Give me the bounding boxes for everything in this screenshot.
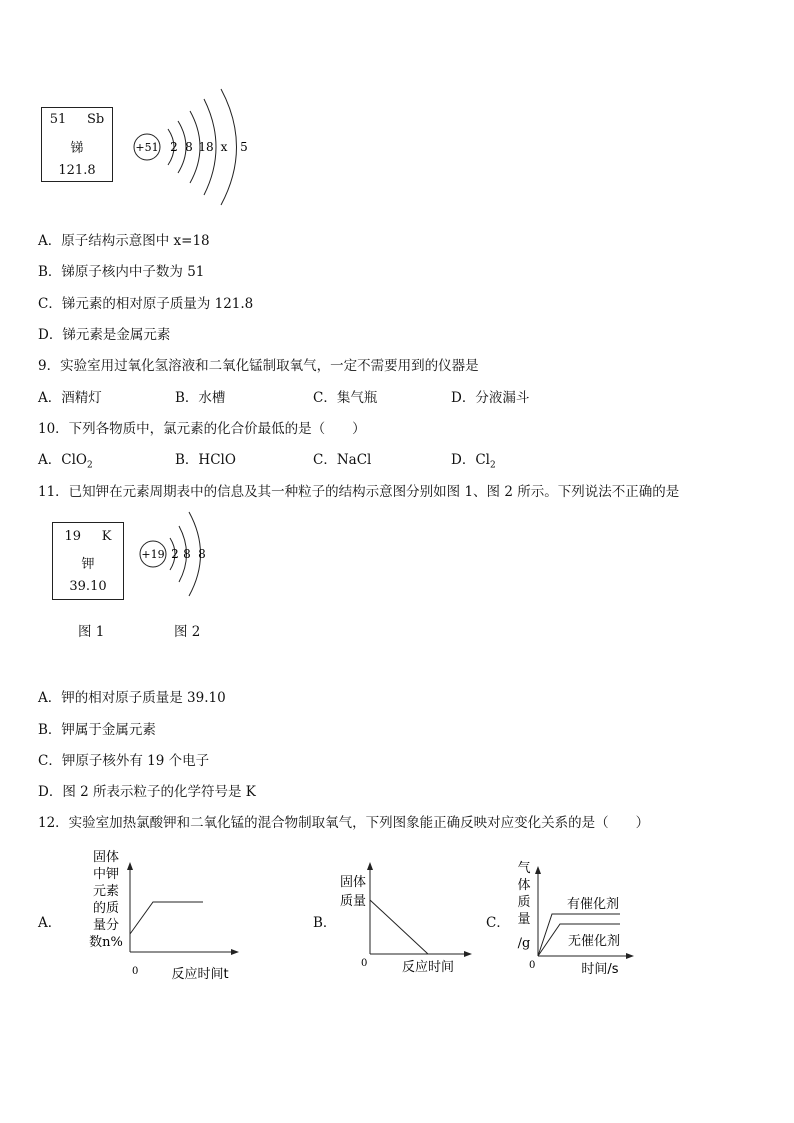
graph-c xyxy=(510,852,650,982)
q9-option-c: C．集气瓶 xyxy=(313,390,378,406)
fig2-label: 图 2 xyxy=(174,624,201,640)
graph-a-ylabel-5: 量分 xyxy=(92,918,120,933)
sb-nucleus-charge: +51 xyxy=(135,141,159,154)
q9-option-d: D．分液漏斗 xyxy=(451,390,530,406)
graph-c-letter: C． xyxy=(486,915,510,931)
graph-a-ylabel-6: 数n% xyxy=(89,935,123,950)
q10-option-c: C．NaCl xyxy=(313,452,372,468)
k-name: 钾 xyxy=(81,557,95,572)
q9-option-b: B．水槽 xyxy=(175,390,226,406)
graph-a-letter: A． xyxy=(38,915,62,931)
graph-c-xlabel: 时间/s xyxy=(581,962,619,977)
sb-atomic-number: 51 xyxy=(49,112,67,127)
q11-stem: 11．已知钾在元素周期表中的信息及其一种粒子的结构示意图分别如图 1、图 2 所示。下列说法不正确的是 xyxy=(38,484,680,500)
graph-c-origin: 0 xyxy=(529,960,536,971)
sb-shell-4: x xyxy=(220,140,228,154)
sb-element-card xyxy=(41,107,113,182)
graph-a xyxy=(85,842,245,984)
sb-shell-5: 5 xyxy=(240,140,248,154)
sb-atom-diagram xyxy=(128,85,258,207)
graph-b-letter: B． xyxy=(313,915,337,931)
graph-c-ylabel-1: 气 xyxy=(517,861,531,876)
graph-b-curve xyxy=(370,900,428,954)
q10-stem: 10．下列各物质中，氯元素的化合价最低的是（ ） xyxy=(38,421,366,437)
graph-a-xlabel: 反应时间t xyxy=(171,967,229,982)
graph-b-ylabel-1: 固体 xyxy=(339,875,367,890)
graph-b-xlabel: 反应时间 xyxy=(401,960,455,975)
graph-b-ylabel-2: 质量 xyxy=(339,894,367,909)
k-ion-diagram xyxy=(134,502,214,602)
q10-option-a: A．ClO$_2$ xyxy=(38,452,93,471)
k-atomic-number: 19 xyxy=(64,529,82,544)
q12-stem: 12．实验室加热氯酸钾和二氧化锰的混合物制取氧气，下列图象能正确反映对应变化关系的是（ ） xyxy=(38,815,650,831)
q11-option-c: C．钾原子核外有 19 个电子 xyxy=(38,753,210,769)
graph-a-ylabel-2: 中钾 xyxy=(92,867,120,882)
graph-b xyxy=(333,858,483,978)
q10-option-b: B．HClO xyxy=(175,452,236,468)
graph-a-curve xyxy=(130,902,203,934)
k-shell-2: 8 xyxy=(183,547,191,561)
q8-option-b: B．锑原子核内中子数为 51 xyxy=(38,264,205,280)
graph-a-ylabel-4: 的质 xyxy=(92,901,120,916)
q8-option-c: C．锑元素的相对原子质量为 121.8 xyxy=(38,296,254,312)
graph-c-ylabel-3: 质 xyxy=(517,895,531,910)
k-mass: 39.10 xyxy=(69,579,107,594)
q8-option-a: A．原子结构示意图中 x=18 xyxy=(38,233,210,249)
graph-a-origin: 0 xyxy=(132,966,139,977)
q9-stem: 9．实验室用过氧化氢溶液和二氧化锰制取氧气，一定不需要用到的仪器是 xyxy=(38,358,479,374)
q10-option-d: D．$Cl_2$ xyxy=(451,452,496,471)
k-symbol: K xyxy=(101,529,112,544)
q11-option-d: D．图 2 所表示粒子的化学符号是 K xyxy=(38,784,256,800)
k-shell-1: 2 xyxy=(171,547,179,561)
graph-c-label-no-catalyst: 无催化剂 xyxy=(567,934,621,949)
sb-shell-2: 8 xyxy=(185,140,193,154)
graph-b-origin: 0 xyxy=(361,958,368,969)
graph-a-ylabel-1: 固体 xyxy=(92,850,120,865)
graph-c-ylabel-5: /g xyxy=(517,936,531,951)
q8-option-d: D．锑元素是金属元素 xyxy=(38,327,171,343)
sb-mass: 121.8 xyxy=(58,163,96,178)
sb-symbol: Sb xyxy=(86,112,105,127)
sb-shell-1: 2 xyxy=(170,140,178,154)
graph-c-ylabel-4: 量 xyxy=(517,912,531,927)
k-element-card xyxy=(52,522,124,600)
fig1-label: 图 1 xyxy=(78,624,105,640)
q11-option-b: B．钾属于金属元素 xyxy=(38,722,156,738)
sb-shell-3: 18 xyxy=(198,140,214,154)
q9-option-a: A．酒精灯 xyxy=(38,390,102,406)
graph-c-label-catalyst: 有催化剂 xyxy=(566,897,620,912)
k-shell-3: 8 xyxy=(198,547,206,561)
graph-a-ylabel-3: 元素 xyxy=(92,884,120,899)
q11-option-a: A．钾的相对原子质量是 39.10 xyxy=(38,690,226,706)
sb-name: 锑 xyxy=(70,141,84,156)
graph-c-ylabel-2: 体 xyxy=(517,878,531,893)
k-nucleus-charge: +19 xyxy=(141,548,165,561)
